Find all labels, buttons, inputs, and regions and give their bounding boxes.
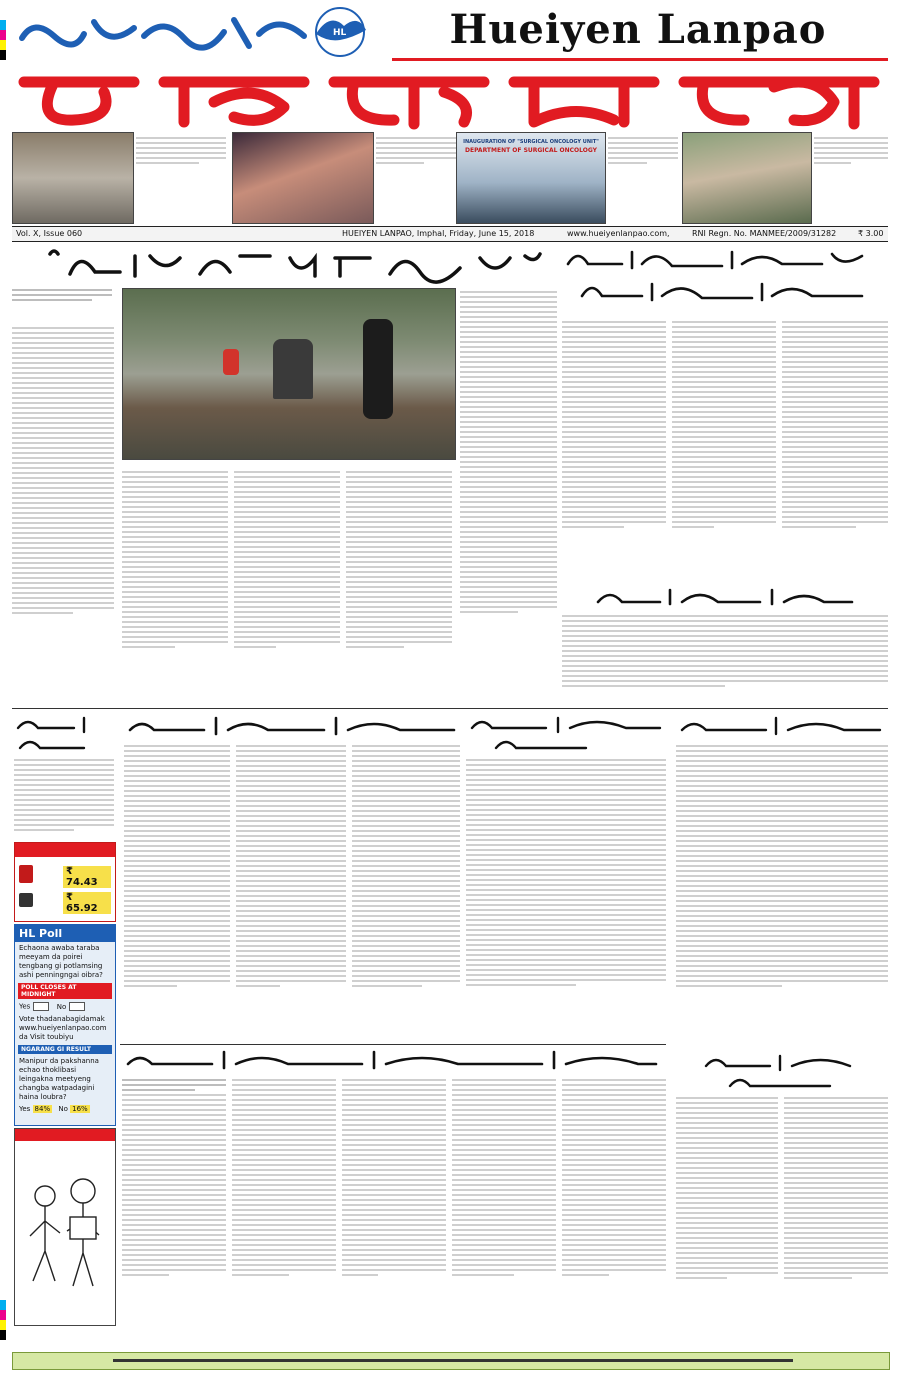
right-headline-2 <box>590 584 860 610</box>
cartoon-header <box>15 1129 115 1141</box>
poll-question: Echaona awaba taraba meeyam da poirei tengbang gi potlamsing ashi penningngai oibra? <box>19 944 103 979</box>
cmyk-mark-bottom <box>0 1300 6 1340</box>
poll-vote-text: Vote thadanabagidamak www.hueiyenlanpao.com da Visit toubiyu <box>19 1015 107 1041</box>
mid-headline-3 <box>466 714 666 754</box>
top-photo-4 <box>682 132 812 224</box>
mid-col-b <box>124 742 230 1042</box>
poll-options <box>15 1000 115 1013</box>
right-headline <box>562 244 888 314</box>
bottom-col-4 <box>452 1076 556 1326</box>
top-caption-2 <box>376 134 456 167</box>
masthead-script-logo-red <box>14 62 888 132</box>
price: ₹ 3.00 <box>858 229 884 238</box>
right-col-3 <box>782 318 888 578</box>
mid-col-f <box>676 742 888 1042</box>
cartoon-illustration <box>15 1141 115 1321</box>
poll-result-question: Manipur da pakshanna echao thoklibasi leingakna meetyeng changba watpadagini haina loubra? <box>19 1057 99 1101</box>
mid-headline-2 <box>124 714 464 738</box>
result-no-pct: 16% <box>72 1105 88 1113</box>
result-yes-pct: 84% <box>34 1105 51 1113</box>
petrol-price: ₹ 74.43 <box>63 866 111 888</box>
lead-subhead <box>12 286 112 304</box>
hl-poll-box <box>14 924 116 1126</box>
lead-col-1 <box>12 324 114 684</box>
bottom-col-2 <box>232 1076 336 1326</box>
right-col-2 <box>672 318 776 578</box>
lead-col-4 <box>460 288 557 684</box>
mid-col-d <box>352 742 460 1042</box>
right-col-1 <box>562 318 666 578</box>
top-photo-2 <box>232 132 374 224</box>
top-caption-4 <box>814 134 888 167</box>
lead-story <box>12 284 557 704</box>
mid-col-a <box>14 756 114 838</box>
right-bottom-col-2 <box>784 1094 888 1326</box>
petrol-row <box>19 865 111 888</box>
poll-no-box[interactable] <box>69 1002 85 1011</box>
dove-logo <box>300 4 380 64</box>
english-title: Hueiyen Lanpao <box>449 6 827 53</box>
mid-headline-1 <box>14 714 114 754</box>
result-yes-label: Yes <box>19 1105 31 1113</box>
website: www.hueiyenlanpao.com, <box>567 229 670 238</box>
top-photo-3 <box>456 132 606 224</box>
banner-subtitle: DEPARTMENT OF SURGICAL ONCOLOGY <box>465 147 597 154</box>
top-caption-1 <box>136 134 226 167</box>
mid-col-e <box>466 756 666 1042</box>
masthead-script-logo-blue <box>14 8 314 58</box>
banner-title: INAUGURATION OF "SURGICAL ONCOLOGY UNIT" <box>463 139 599 145</box>
section-divider-1 <box>12 708 888 709</box>
top-photo-1 <box>12 132 134 224</box>
fuel-price-box <box>14 842 116 922</box>
lead-col-3a <box>234 468 340 684</box>
footer-bar <box>12 1352 890 1370</box>
mid-col-c <box>236 742 346 1042</box>
fuel-header <box>15 843 115 857</box>
fuel-pump-icon <box>19 865 33 883</box>
dateline-center: HUEIYEN LANPAO, Imphal, Friday, June 15, 2018 <box>342 229 535 238</box>
lead-col-3b <box>346 468 452 684</box>
poll-closes: POLL CLOSES AT MIDNIGHT <box>18 983 112 999</box>
svg-text:HL: HL <box>333 28 347 38</box>
diesel-row <box>19 891 111 914</box>
cmyk-mark-top <box>0 20 6 60</box>
poll-yes-box[interactable] <box>33 1002 49 1011</box>
poll-result-heading: NGARANG GI RESULT <box>18 1045 112 1054</box>
poll-result-row <box>15 1104 115 1114</box>
lead-col-2 <box>122 468 228 684</box>
lead-photo <box>122 288 456 460</box>
title-underline <box>392 58 888 61</box>
poll-heading: HL Poll <box>15 925 115 942</box>
bottom-col-3 <box>342 1076 446 1326</box>
footer-text-lines <box>113 1359 793 1362</box>
cartoon-box <box>14 1128 116 1326</box>
right-bottom-col-1 <box>676 1094 778 1326</box>
poll-no-label: No <box>56 1002 67 1011</box>
bottom-col-5 <box>562 1076 666 1326</box>
volume-issue: Vol. X, Issue 060 <box>16 229 83 238</box>
oil-can-icon <box>19 893 33 907</box>
bottom-col-1 <box>122 1076 226 1326</box>
mid-headline-4 <box>676 714 886 738</box>
dateline-bar <box>12 226 888 242</box>
top-photo-strip <box>12 132 888 224</box>
poll-yes-label: Yes <box>19 1002 31 1011</box>
result-no-label: No <box>58 1105 68 1113</box>
right-story-2 <box>562 612 888 704</box>
rni-number: RNI Regn. No. MANMEE/2009/31282 <box>692 229 837 238</box>
right-bottom-headline <box>700 1052 870 1092</box>
masthead <box>0 0 900 130</box>
section-divider-2 <box>120 1044 666 1045</box>
bottom-headline <box>122 1048 662 1072</box>
top-caption-3 <box>608 134 678 167</box>
diesel-price: ₹ 65.92 <box>63 892 111 914</box>
lead-headline <box>40 244 550 284</box>
right-story <box>562 318 888 578</box>
